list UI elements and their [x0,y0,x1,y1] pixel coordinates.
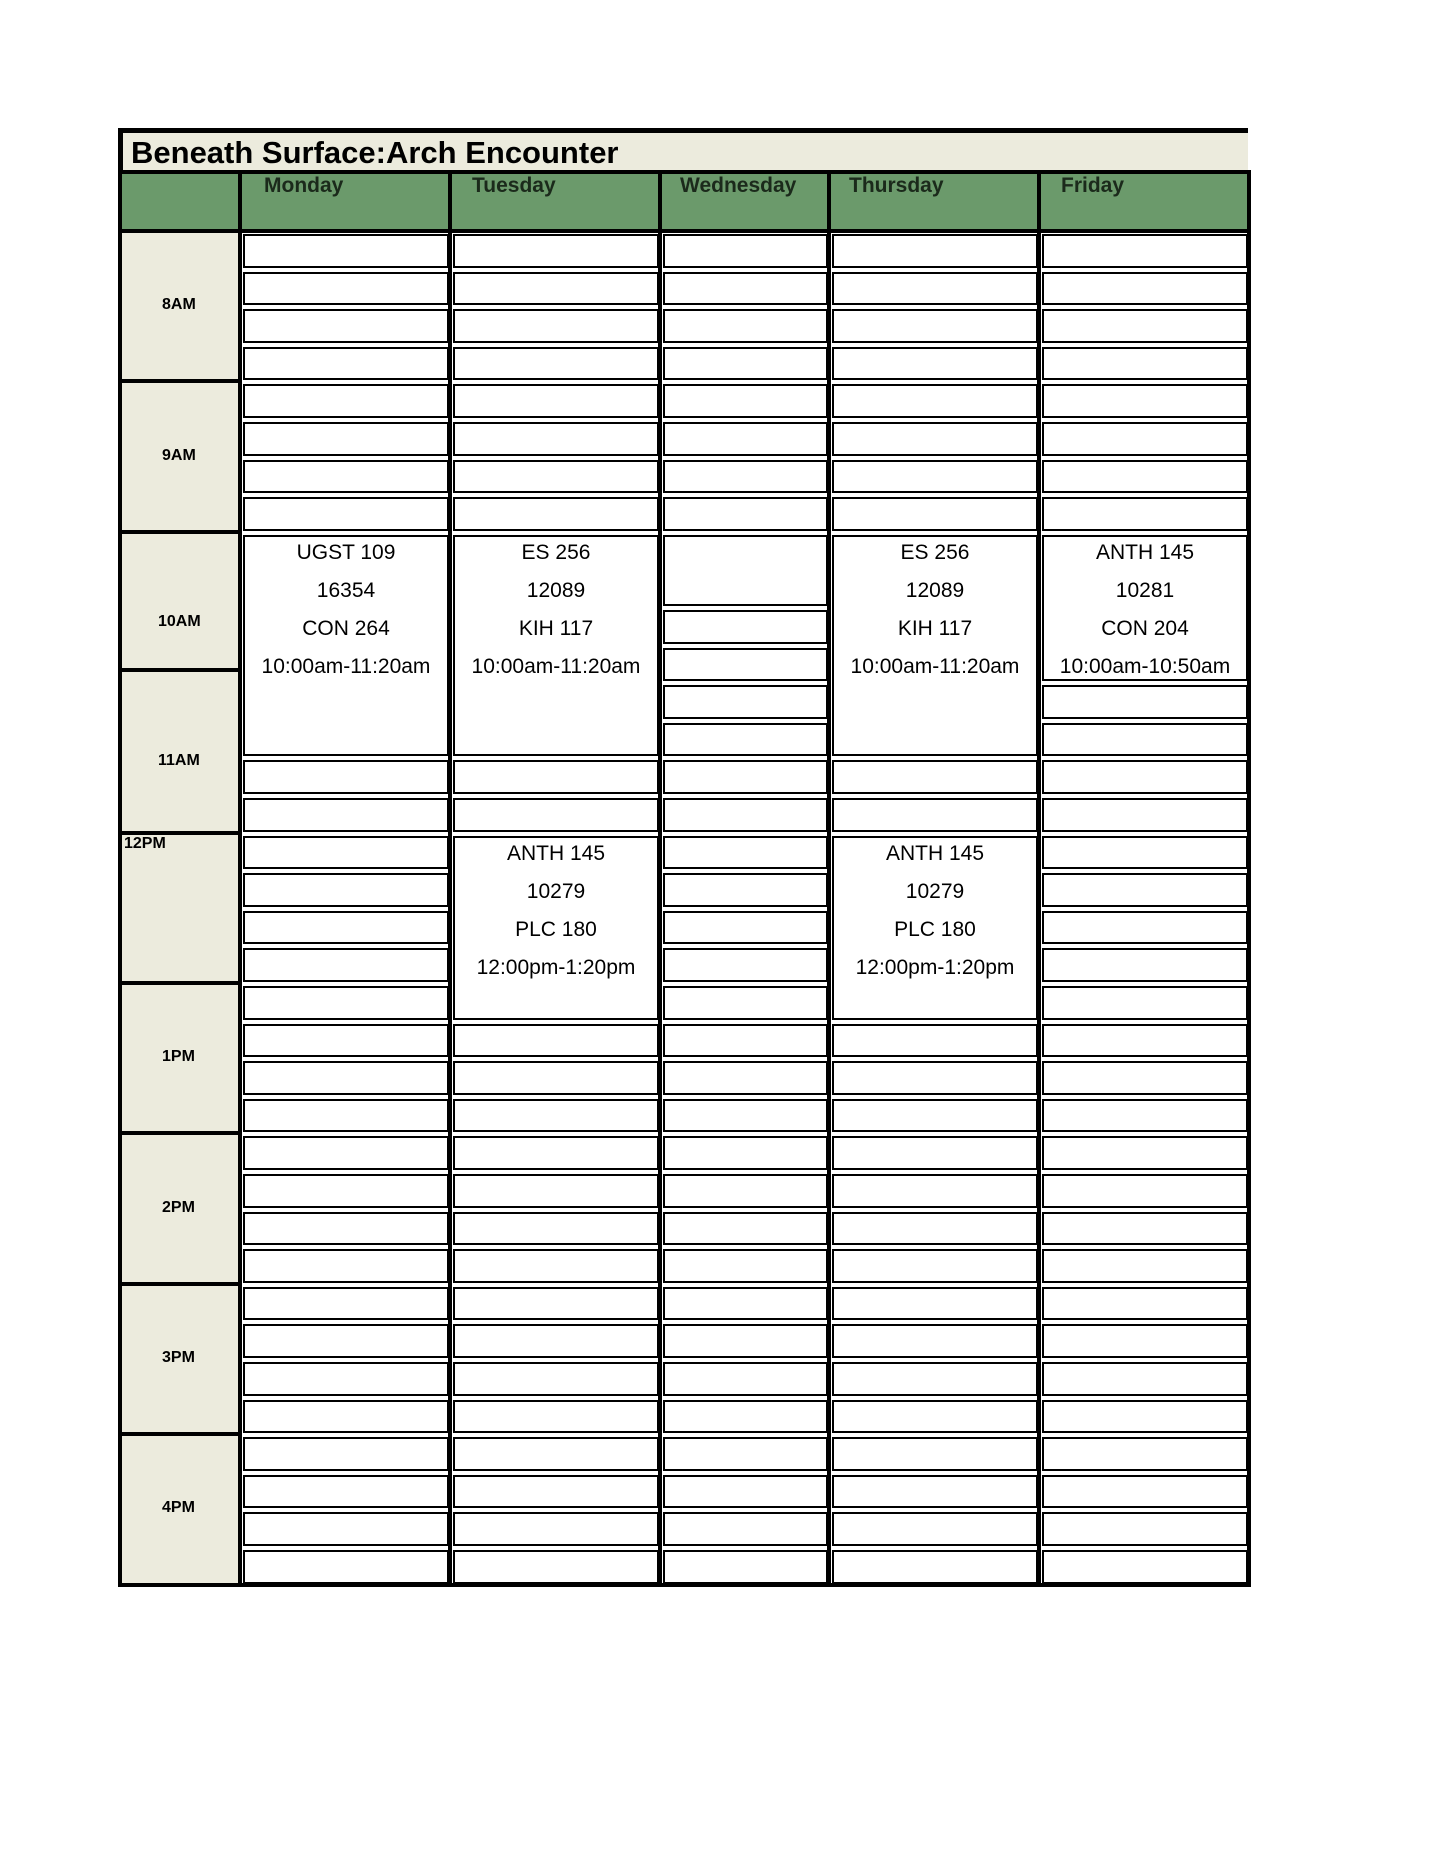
hour-divider [120,1131,240,1135]
time-slot-cell[interactable] [832,1324,1038,1358]
time-slot-cell[interactable] [243,272,449,306]
time-slot-cell[interactable] [1042,1362,1248,1396]
course-room: PLC 180 [894,917,976,941]
time-slot-cell[interactable] [243,1249,449,1283]
time-slot-cell[interactable] [663,1550,828,1584]
time-slot-cell[interactable] [243,347,449,381]
time-label-8am: 8AM [162,296,196,314]
time-slot-cell[interactable] [243,911,449,945]
time-slot-cell[interactable] [453,1550,659,1584]
course-crn: 12089 [905,578,965,602]
time-label-4pm: 4PM [162,1499,195,1517]
time-slot-cell[interactable] [663,1437,828,1471]
time-slot-cell[interactable] [1042,873,1248,907]
time-slot-cell[interactable] [1042,1249,1248,1283]
time-slot-cell[interactable] [832,1212,1038,1246]
time-slot-cell[interactable] [832,798,1038,832]
hour-divider [120,981,240,985]
course-block[interactable] [243,535,449,757]
time-slot-cell[interactable] [832,1061,1038,1095]
time-slot-cell[interactable] [243,422,449,456]
time-slot-cell[interactable] [663,234,828,268]
course-code: ES 256 [521,540,591,564]
time-label-11am: 11AM [158,752,200,770]
time-slot-cell[interactable] [243,1099,449,1133]
time-slot-cell[interactable] [1042,497,1248,531]
time-slot-cell[interactable] [832,1099,1038,1133]
time-slot-cell[interactable] [663,1249,828,1283]
time-slot-cell[interactable] [453,460,659,494]
time-slot-cell[interactable] [663,1061,828,1095]
time-slot-cell[interactable] [663,1136,828,1170]
time-slot-cell[interactable] [1042,384,1248,418]
time-slot-cell[interactable] [243,948,449,982]
column-divider [1247,170,1251,1587]
time-slot-cell[interactable] [663,948,828,982]
time-slot-cell[interactable] [1042,723,1248,757]
time-slot-cell[interactable] [243,1550,449,1584]
header-top-border [120,170,1249,174]
hour-divider [120,1432,240,1436]
time-slot-cell[interactable] [243,1512,449,1546]
time-slot-cell[interactable] [663,272,828,306]
column-divider [1037,170,1041,1587]
time-slot-cell[interactable] [243,1024,449,1058]
time-slot-cell[interactable] [1042,422,1248,456]
time-slot-cell[interactable] [243,1400,449,1434]
time-slot-cell[interactable] [832,1362,1038,1396]
time-slot-cell[interactable] [832,760,1038,794]
time-slot-cell[interactable] [453,760,659,794]
time-slot-cell[interactable] [1042,1287,1248,1321]
time-slot-cell[interactable] [243,309,449,343]
time-slot-cell[interactable] [832,422,1038,456]
time-slot-cell[interactable] [453,1475,659,1509]
course-time: 10:00am-11:20am [471,654,641,678]
course-block[interactable] [453,836,659,1020]
title-bar [118,128,1248,172]
course-block[interactable] [832,535,1038,757]
time-slot-cell[interactable] [453,1024,659,1058]
time-slot-cell[interactable] [663,497,828,531]
time-slot-cell[interactable] [663,873,828,907]
time-slot-cell[interactable] [243,1362,449,1396]
day-header-thursday: Thursday [849,174,944,197]
column-divider [238,170,242,1587]
day-header-tuesday: Tuesday [472,174,556,197]
time-label-1pm: 1PM [162,1048,195,1066]
time-slot-cell[interactable] [453,1287,659,1321]
time-slot-cell[interactable] [832,1024,1038,1058]
time-slot-cell[interactable] [663,1287,828,1321]
time-slot-cell[interactable] [453,1212,659,1246]
time-slot-cell[interactable] [663,836,828,870]
time-slot-cell[interactable] [1042,1324,1248,1358]
time-slot-cell[interactable] [1042,986,1248,1020]
time-slot-cell[interactable] [453,1249,659,1283]
time-slot-cell[interactable] [663,1324,828,1358]
time-slot-cell[interactable] [453,309,659,343]
day-header-monday: Monday [264,174,344,197]
hour-divider [120,379,240,383]
day-header-friday: Friday [1061,174,1125,197]
course-crn: 10279 [526,879,586,903]
time-slot-cell[interactable] [243,1287,449,1321]
time-slot-cell[interactable] [663,422,828,456]
time-slot-cell[interactable] [663,1212,828,1246]
course-room: KIH 117 [897,616,973,640]
time-slot-cell[interactable] [1042,836,1248,870]
time-slot-cell[interactable] [453,384,659,418]
time-slot-cell[interactable] [453,497,659,531]
time-slot-cell[interactable] [663,460,828,494]
time-label-12pm: 12PM [124,834,166,852]
time-slot-cell[interactable] [1042,1475,1248,1509]
time-slot-cell[interactable] [663,798,828,832]
course-room: CON 204 [1101,616,1189,640]
time-slot-cell[interactable] [453,1174,659,1208]
course-room: CON 264 [302,616,390,640]
time-slot-cell[interactable] [1042,347,1248,381]
time-slot-cell[interactable] [453,1324,659,1358]
course-code: ANTH 145 [1095,540,1195,564]
course-code: ES 256 [900,540,970,564]
time-label-10am: 10AM [158,612,201,630]
time-slot-cell[interactable] [1042,1174,1248,1208]
time-slot-cell[interactable] [663,347,828,381]
time-slot-cell[interactable] [1042,798,1248,832]
time-slot-cell[interactable] [243,873,449,907]
time-slot-cell[interactable] [453,1512,659,1546]
column-divider [118,170,122,1587]
time-slot-cell[interactable] [1042,1512,1248,1546]
course-time: 10:00am-11:20am [850,654,1020,678]
course-time: 10:00am-11:20am [261,654,431,678]
time-slot-cell[interactable] [832,234,1038,268]
course-time: 10:00am-10:50am [1059,654,1231,678]
time-slot-cell[interactable] [1042,234,1248,268]
time-slot-cell[interactable] [832,384,1038,418]
time-slot-cell[interactable] [832,1136,1038,1170]
time-slot-cell[interactable] [663,535,828,606]
time-slot-cell[interactable] [1042,1099,1248,1133]
time-slot-cell[interactable] [243,836,449,870]
time-slot-cell[interactable] [243,384,449,418]
time-slot-cell[interactable] [243,1061,449,1095]
course-time: 12:00pm-1:20pm [476,955,636,979]
time-slot-cell[interactable] [243,986,449,1020]
time-slot-cell[interactable] [243,1136,449,1170]
time-slot-cell[interactable] [243,1212,449,1246]
time-slot-cell[interactable] [832,1550,1038,1584]
course-room: KIH 117 [518,616,594,640]
time-slot-cell[interactable] [453,422,659,456]
time-slot-cell[interactable] [1042,948,1248,982]
hour-divider [120,530,240,534]
course-crn: 16354 [316,578,376,602]
course-code: UGST 109 [296,540,396,564]
time-slot-cell[interactable] [1042,1212,1248,1246]
time-slot-cell[interactable] [663,1512,828,1546]
time-slot-cell[interactable] [243,1437,449,1471]
time-slot-cell[interactable] [832,497,1038,531]
time-slot-cell[interactable] [1042,1400,1248,1434]
column-divider [448,170,452,1587]
hour-divider [120,668,240,672]
time-slot-cell[interactable] [243,1475,449,1509]
time-slot-cell[interactable] [1042,685,1248,719]
hour-divider [120,831,240,835]
time-slot-cell[interactable] [1042,272,1248,306]
time-slot-cell[interactable] [832,347,1038,381]
course-block[interactable] [832,836,1038,1020]
time-slot-cell[interactable] [453,798,659,832]
time-slot-cell[interactable] [663,1024,828,1058]
time-slot-cell[interactable] [1042,1136,1248,1170]
time-slot-cell[interactable] [453,1362,659,1396]
time-slot-cell[interactable] [243,234,449,268]
time-slot-cell[interactable] [243,1174,449,1208]
course-crn: 12089 [526,578,586,602]
time-slot-cell[interactable] [243,760,449,794]
column-divider [658,170,662,1587]
time-slot-cell[interactable] [453,347,659,381]
time-slot-cell[interactable] [832,272,1038,306]
column-divider [827,170,831,1587]
time-slot-cell[interactable] [832,309,1038,343]
time-slot-cell[interactable] [832,1287,1038,1321]
time-slot-cell[interactable] [1042,460,1248,494]
time-slot-cell[interactable] [663,384,828,418]
time-slot-cell[interactable] [663,911,828,945]
time-slot-cell[interactable] [663,1099,828,1133]
time-slot-cell[interactable] [663,1475,828,1509]
time-column [120,231,240,1585]
course-room: PLC 180 [515,917,597,941]
time-slot-cell[interactable] [1042,1024,1248,1058]
time-slot-cell[interactable] [453,1061,659,1095]
time-slot-cell[interactable] [663,309,828,343]
time-slot-cell[interactable] [1042,1437,1248,1471]
time-slot-cell[interactable] [453,1437,659,1471]
time-slot-cell[interactable] [663,1400,828,1434]
time-slot-cell[interactable] [663,760,828,794]
time-slot-cell[interactable] [832,1400,1038,1434]
time-slot-cell[interactable] [663,723,828,757]
time-label-9am: 9AM [162,446,196,464]
time-slot-cell[interactable] [832,1249,1038,1283]
course-block[interactable] [1042,535,1248,681]
course-time: 12:00pm-1:20pm [855,955,1015,979]
time-slot-cell[interactable] [832,1475,1038,1509]
time-slot-cell[interactable] [1042,1550,1248,1584]
time-slot-cell[interactable] [832,460,1038,494]
course-code: ANTH 145 [506,841,606,865]
time-slot-cell[interactable] [243,497,449,531]
course-code: ANTH 145 [885,841,985,865]
day-header-wednesday: Wednesday [680,174,797,197]
table-bottom-border [120,1583,1251,1587]
time-slot-cell[interactable] [663,685,828,719]
course-crn: 10281 [1115,578,1175,602]
header-bottom-border [120,229,1249,233]
time-slot-cell[interactable] [663,986,828,1020]
time-slot-cell[interactable] [243,460,449,494]
time-slot-cell[interactable] [1042,760,1248,794]
time-slot-cell[interactable] [663,648,828,682]
time-slot-cell[interactable] [663,1174,828,1208]
time-slot-cell[interactable] [1042,911,1248,945]
time-label-3pm: 3PM [162,1349,195,1366]
time-slot-cell[interactable] [453,234,659,268]
time-slot-cell[interactable] [832,1512,1038,1546]
time-slot-cell[interactable] [453,1099,659,1133]
hour-divider [120,1282,240,1286]
time-label-2pm: 2PM [162,1198,195,1216]
time-slot-cell[interactable] [832,1174,1038,1208]
course-crn: 10279 [905,879,965,903]
time-slot-cell[interactable] [453,272,659,306]
time-slot-cell[interactable] [243,1324,449,1358]
time-slot-cell[interactable] [453,1400,659,1434]
time-slot-cell[interactable] [453,1136,659,1170]
page-title: Beneath Surface:Arch Encounter [131,135,619,170]
time-slot-cell[interactable] [1042,309,1248,343]
course-block[interactable] [453,535,659,757]
time-slot-cell[interactable] [1042,1061,1248,1095]
time-slot-cell[interactable] [243,798,449,832]
time-slot-cell[interactable] [663,610,828,644]
time-slot-cell[interactable] [663,1362,828,1396]
time-slot-cell[interactable] [832,1437,1038,1471]
